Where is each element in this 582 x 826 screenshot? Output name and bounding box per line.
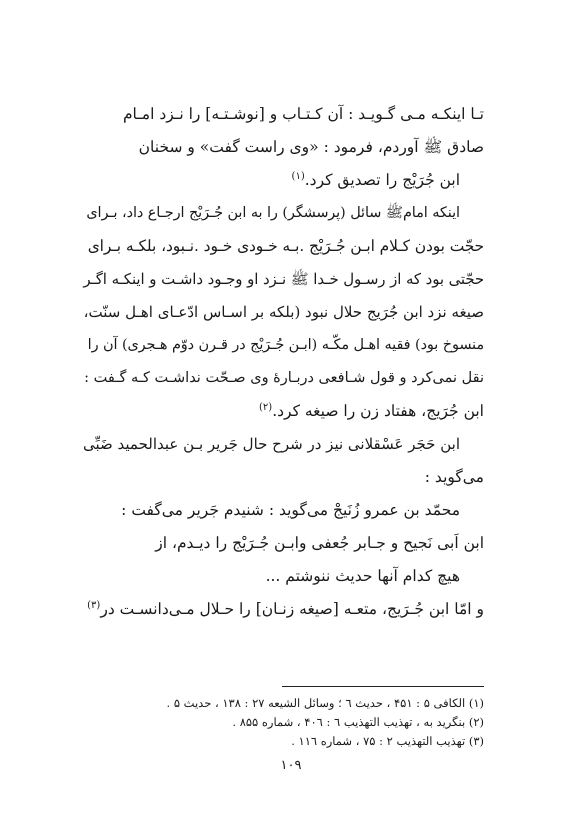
text-line [82, 593, 484, 626]
text-line: منسوخ بود) فقیه اهـل مکّـه (ابـن جُـرَیْج در قـرن دوّم هـجری) آن را [87, 337, 484, 353]
text-line: ابن حَجَر عَسْقلانی نیز در شرح حال جَریر بـن عبدالحمید ضَبِّی [83, 435, 460, 453]
main-text [82, 98, 484, 626]
text-line: حجّت بودن کـلام ابـن جُـرَیْج .بـه خـودی خـود .نـبود، بلکـه بـرای [87, 237, 484, 255]
quote-line: هیچ کدام آنها حدیث ننوشتم ... [265, 567, 460, 585]
text-line: صیغه نزد ابن جُرَیج حلال نبود (بلکه بر اسـاس ادّعـای اهـل سنّت، [83, 303, 484, 321]
footnote-ref: (۲) [259, 401, 273, 413]
text-line: حجّتی بود که از رسـول خـدا ﷺ نـزد او وجـود داشـت و اینکـه اگـر [83, 271, 484, 288]
footnote-divider [282, 686, 484, 687]
text-line-content: ابن جُرَیج، هفتاد زن را صیغه کرد. [272, 402, 484, 420]
text-line: تـا اینکـه مـی گـویـد : آن کـتـاب و [نوشـتـه] را نـزد امـام [122, 105, 484, 123]
text-line [82, 395, 484, 428]
text-line-content: و امّا ابن جُـرَیج، متعـه [صیغه زنـان] را حـلال مـی‌دانسـت در [100, 600, 484, 618]
quote-line: محمّد بن عمرو زُنَیجْ می‌گوید : شنیدم جَریر می‌گفت : [121, 501, 460, 519]
text-line: نقل نمی‌کرد و قول شـافعی دربـارهٔ وی صـحّت نداشـت کـه گـفت : [84, 370, 484, 386]
footnote: (۲) بنگرید به ، تهذیب التهذیب ٦ : ۴۰٦ ، شماره ۸۵۵ . [232, 715, 484, 729]
quote-line: ابن اَبی نَجیح و جـابر جُعفی وابـن جُـرَیْج را دیـدم، از [155, 534, 484, 552]
text-line [82, 164, 484, 197]
footnote-ref: (۱) [291, 170, 305, 182]
text-line: صادق ﷺ آوردم، فرمود : «وی راست گفت» و سخنان [138, 138, 484, 156]
text-line: می‌گوید : [424, 468, 484, 486]
text-line-content: ابن جُرَیْج را تصدیق کرد. [304, 171, 460, 189]
text-line: اینکه امامﷺ سائل (پرسشگر) را به ابن جُـرَیْج ارجـاع داد، بـرای [86, 205, 460, 221]
footnote: (۳) تهذیب التهذیب ۲ : ۷۵ ، شماره ۱۱٦ . [291, 734, 484, 748]
footnote-ref: (۳) [87, 599, 101, 611]
page-number: ۱۰۹ [280, 758, 302, 773]
footnotes [82, 694, 484, 751]
footnote: (۱) الکافی ۵ : ۴۵۱ ، حدیث ٦ ؛ وسائل الشیعه ۲۷ : ۱۳۸ ، حدیث ۵ . [166, 696, 484, 710]
